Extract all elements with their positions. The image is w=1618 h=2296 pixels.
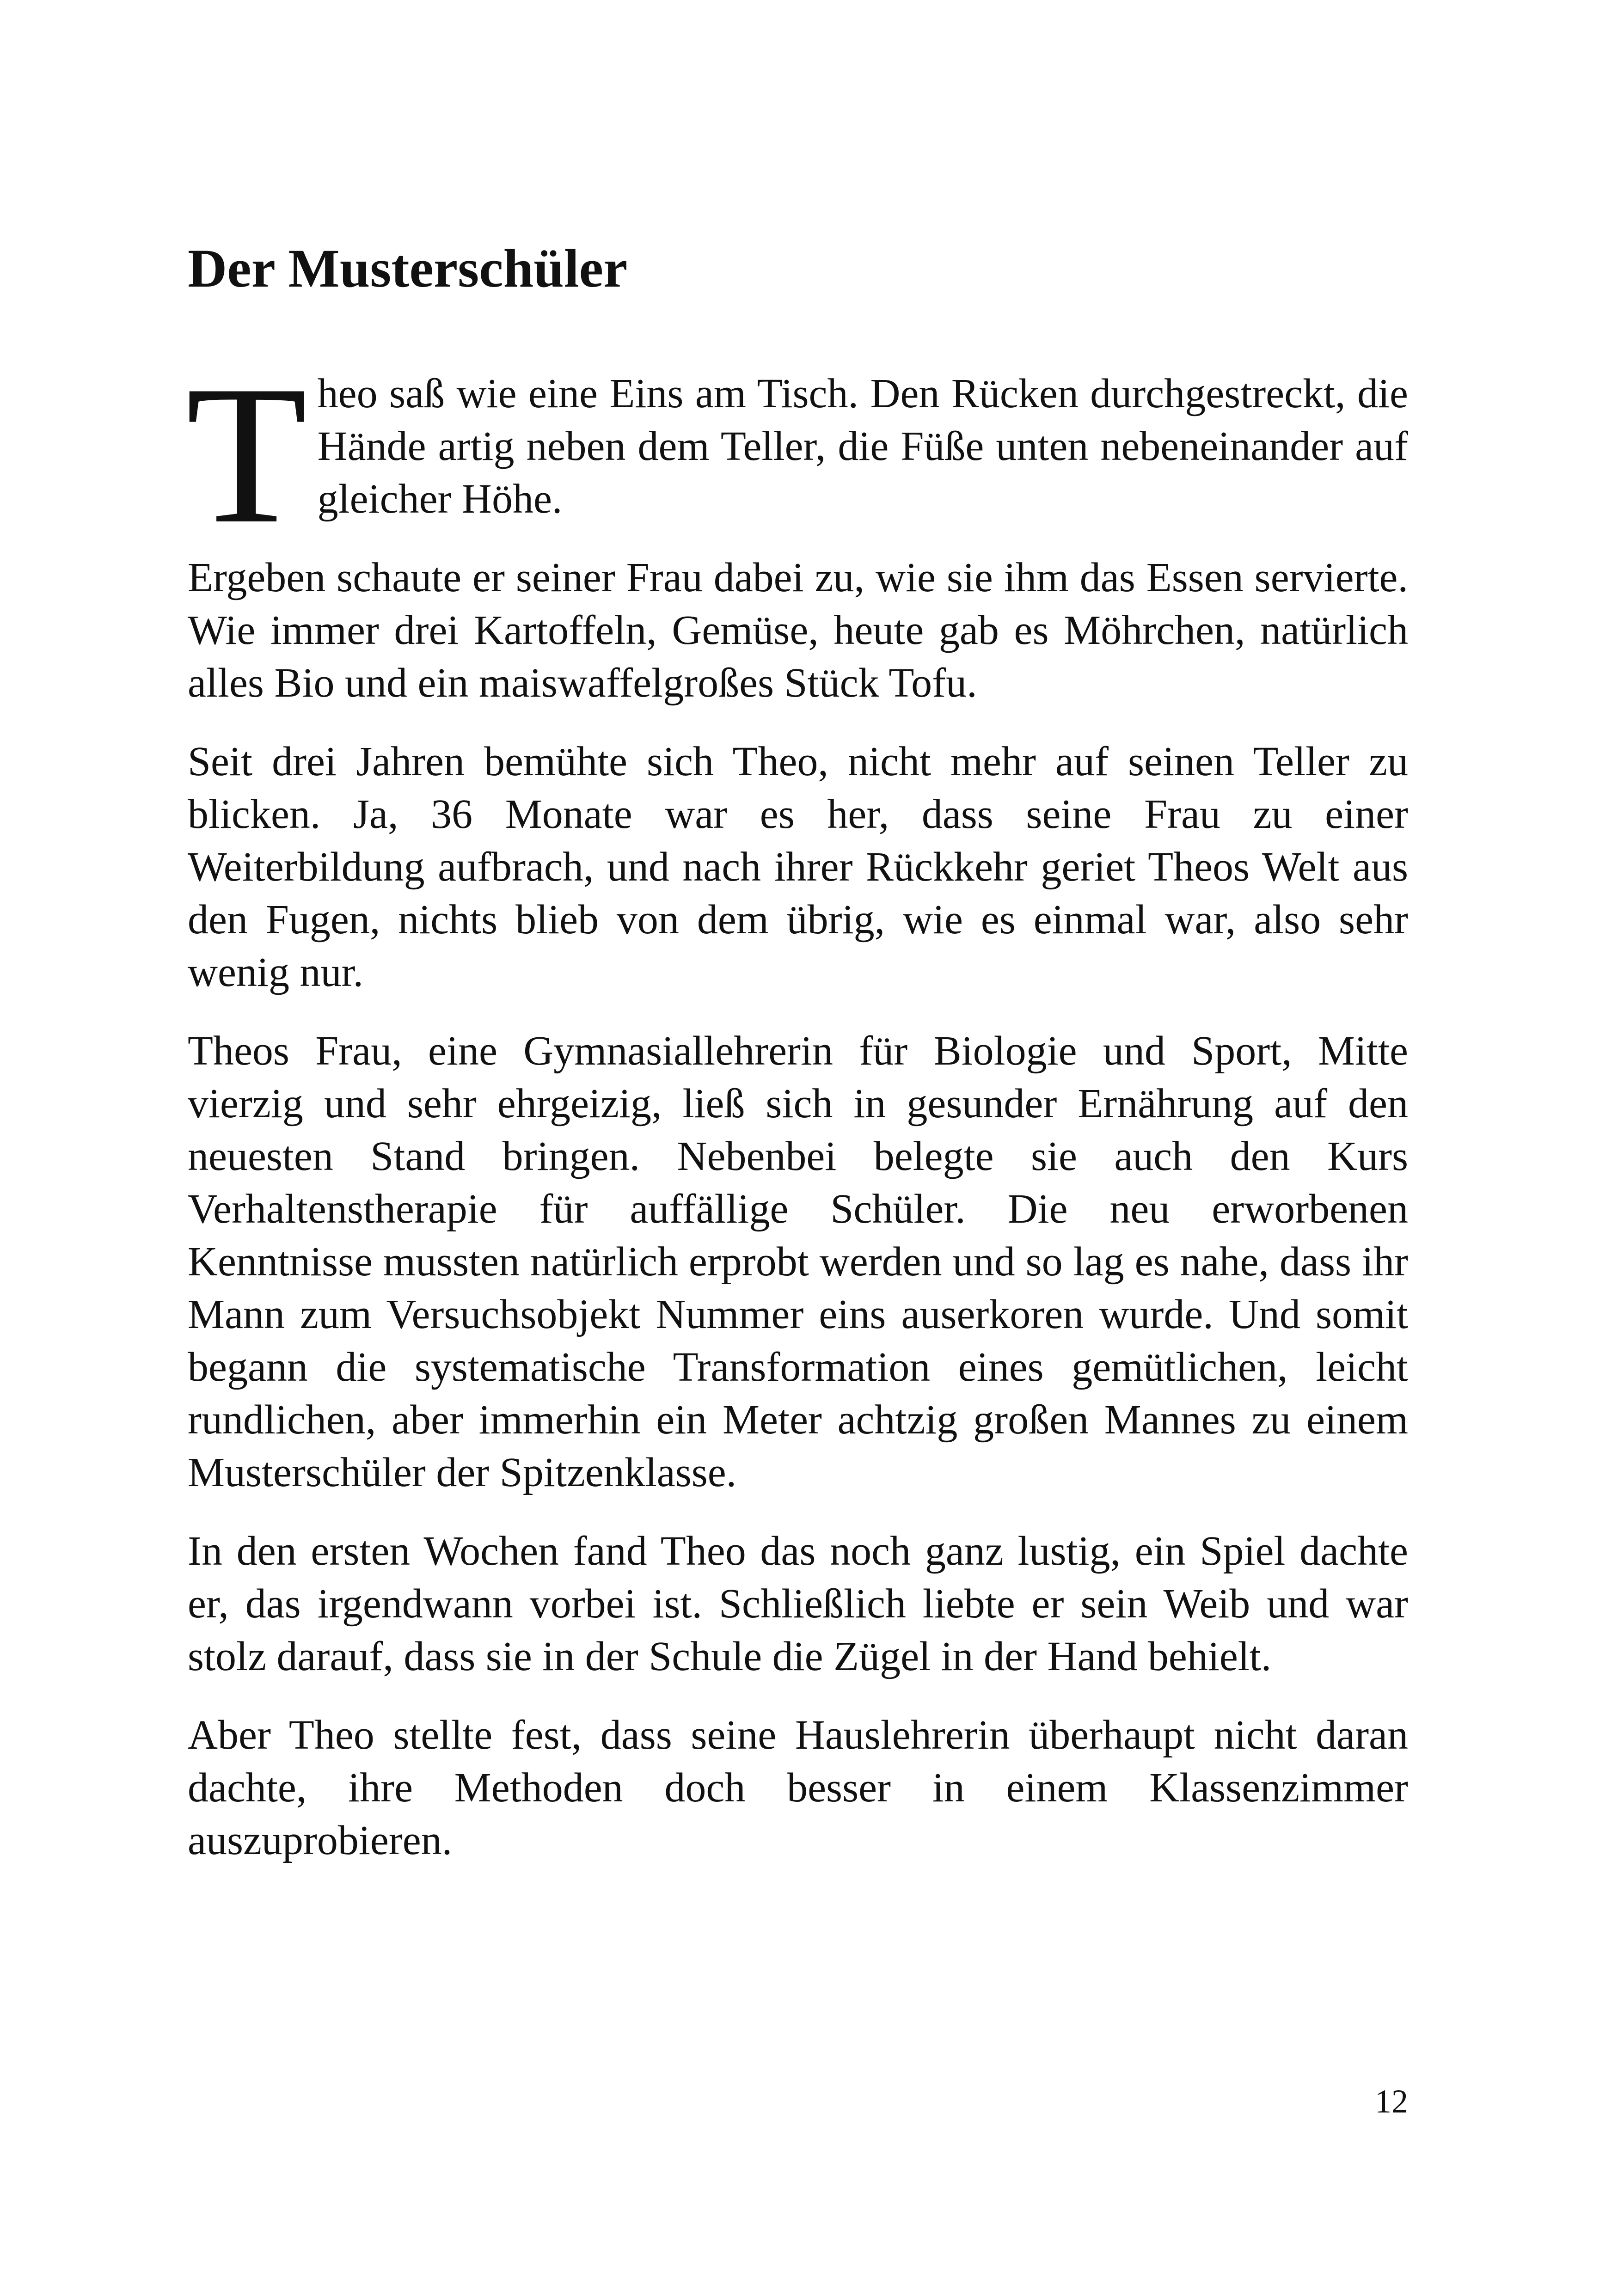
body-text — [186, 345, 1408, 1893]
paragraph-5: In den ersten Wochen fand Theo das noch ganz lustig, ein Spiel dachte er, das irgendwann vorbei ist. Schließlich liebte er sein Weib und war stolz darauf, dass sie in der Schule die Zügel in der Hand behielt. — [188, 1528, 1408, 1679]
paragraph-2: Ergeben schaute er seiner Frau dabei zu, wie sie ihm das Essen servierte. Wie immer drei Kartoffeln, Gemüse, heute gab es Möhrchen, natürlich alles Bio und ein maiswaffelgroßes Stück Tofu. — [188, 555, 1408, 706]
paragraph-1 — [186, 345, 1408, 565]
paragraph-4: Theos Frau, eine Gymnasiallehrerin für Biologie und Sport, Mitte vierzig und sehr ehrgeizig, ließ sich in gesunder Ernährung auf den neuesten Stand bringen. Nebenbei belegte sie auch den Kurs Verhaltenstherapie für auffällige Schüler. Die neu erworbenen Kenntnisse mussten natürlich erprobt werden und so lag es nahe, dass ihr Mann zum Versuchsobjekt Nummer eins auserkoren wurde. Und somit begann die systematische Transformation eines gemütlichen, leicht rundlichen, aber immerhin ein Meter achtzig großen Mannes zu einem Musterschüler der Spitzenklasse. — [188, 1028, 1408, 1495]
drop-cap: T — [186, 345, 307, 565]
paragraph-6: Aber Theo stellte fest, dass seine Hauslehrerin überhaupt nicht daran dachte, ihre Methoden doch besser in einem Klassenzimmer auszuprobieren. — [188, 1712, 1408, 1863]
chapter-title: Der Musterschüler — [188, 238, 628, 299]
page-number: 12 — [1375, 2083, 1408, 2120]
paragraph-3: Seit drei Jahren bemühte sich Theo, nicht mehr auf seinen Teller zu blicken. Ja, 36 Monate war es her, dass seine Frau zu einer Weiterbildung aufbrach, und nach ihrer Rückkehr geriet Theos Welt aus den Fugen, nichts blieb von dem übrig, wie es einmal war, also sehr wenig nur. — [188, 739, 1408, 995]
paragraph-1-text: heo saß wie eine Eins am Tisch. Den Rücken durchgestreckt, die Hände artig neben dem Teller, die Füße unten nebeneinander auf gleicher Höhe. — [317, 371, 1408, 522]
